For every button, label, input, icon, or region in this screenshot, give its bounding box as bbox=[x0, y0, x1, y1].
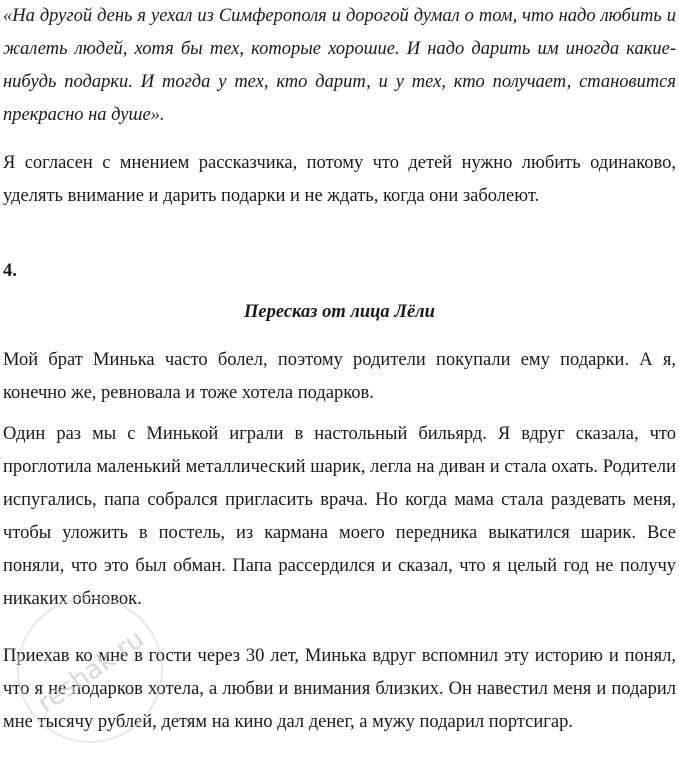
watermark-text: reshak.ru bbox=[32, 624, 150, 720]
retelling-paragraph-3: Приехав ко мне в гости через 30 лет, Минька вдруг вспомнил эту историю и понял, что я не подарков хотела, а любви и внимания близких. Он навестил меня и подарил мне тысячу рублей, детям на кино дал денег, а мужу подарил портсигар. bbox=[3, 646, 676, 732]
opinion-paragraph: Я согласен с мнением рассказчика, потому что детей нужно любить одинаково, уделять внимание и дарить подарки и не ждать, когда они заболеют. bbox=[3, 153, 676, 206]
retelling-title: Пересказ от лица Лёли bbox=[244, 302, 435, 322]
quote-paragraph: «На другой день я уехал из Симферополя и дорогой думал о том, что надо любить и жалеть людей, хотя бы тех, которые хорошие. И надо дарить им иногда какие-нибудь подарки. И тогда у тех, кто дарит, и у тех, кто получает, становится прекрасно на душе». bbox=[3, 6, 676, 125]
retelling-paragraph-1: Мой брат Минька часто болел, поэтому родители покупали ему подарки. А я, конечно же, ревновала и тоже хотела подарков. bbox=[3, 350, 676, 403]
section-number: 4. bbox=[3, 261, 17, 281]
retelling-paragraph-2: Один раз мы с Минькой играли в настольный бильярд. Я вдруг сказала, что проглотила маленький металлический шарик, легла на диван и стала охать. Родители испугались, папа собрался пригласить врача. Но когда мама стала раздевать меня, чтобы уложить в постель, из кармана моего передника выкатился шарик. Все поняли, что это был обман. Папа рассердился и сказал, что я целый год не получу никаких обновок. bbox=[3, 424, 676, 609]
